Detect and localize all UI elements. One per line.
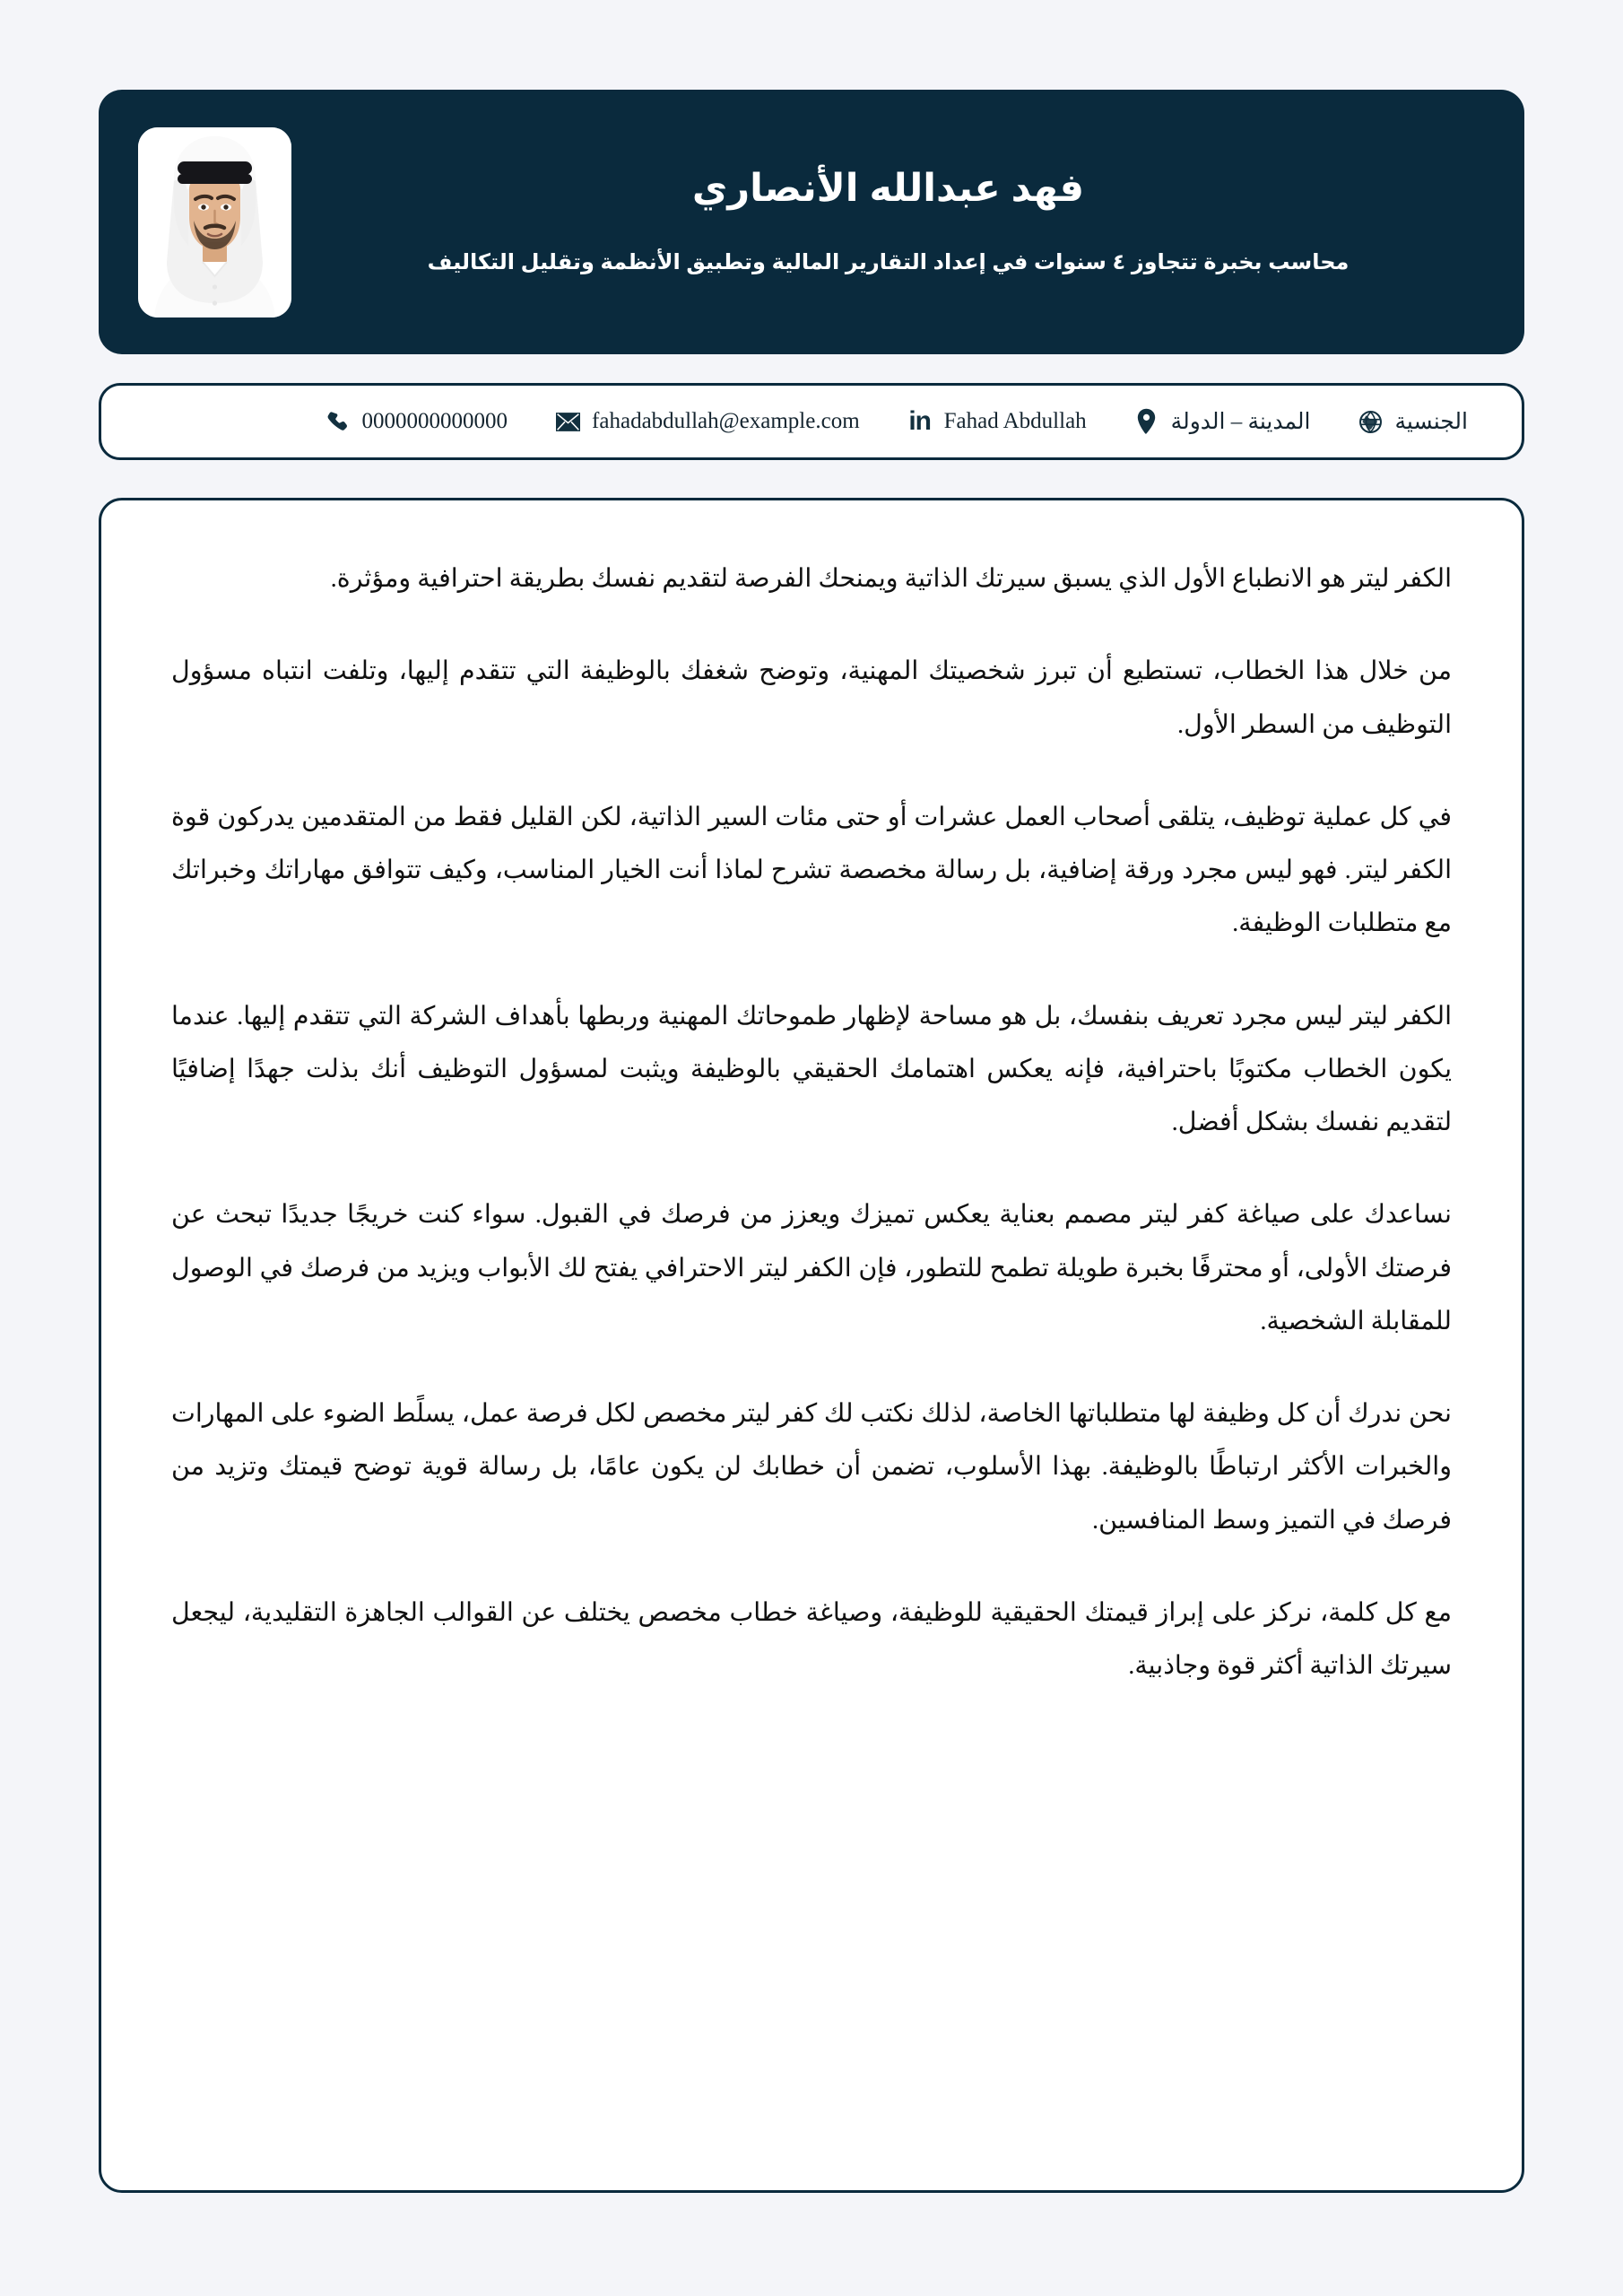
contact-nationality-label: الجنسية (1394, 410, 1468, 434)
contact-location (1110, 408, 1334, 435)
letter-paragraph: مع كل كلمة، نركز على إبراز قيمتك الحقيقية للوظيفة، وصياغة خطاب مخصص يختلف عن القوالب الجاهزة التقليدية، ليجعل سيرتك الذاتية أكثر قوة وجاذبية. (171, 1598, 1452, 1681)
contact-email[interactable] (531, 408, 883, 435)
letter-paragraph: الكفر ليتر هو الانطباع الأول الذي يسبق سيرتك الذاتية ويمنحك الفرصة لتقديم نفسك بطريقة احترافية ومؤثرة. (330, 565, 1452, 593)
avatar (138, 127, 291, 317)
globe-icon (1358, 408, 1384, 435)
contact-linkedin[interactable] (883, 408, 1110, 435)
letter-paragraph: في كل عملية توظيف، يتلقى أصحاب العمل عشرات أو حتى مئات السير الذاتية، لكن القليل فقط من المتقدمين يدركون قوة الكفر ليتر. فهو ليس مجرد ورقة إضافية، بل رسالة مخصصة تشرح لماذا أنت الخيار المناسب، وكيف تتوافق مهاراتك وخبراتك مع متطلبات الوظيفة. (171, 803, 1452, 938)
professional-headline: محاسب بخبرة تتجاوز ٤ سنوات في إعداد التقارير المالية وتطبيق الأنظمة وتقليل التكاليف (427, 249, 1350, 274)
letter-body (171, 552, 1452, 1693)
contact-phone-label: 0000000000000 (361, 409, 508, 433)
page-title: فهد عبدالله الأنصاري (691, 167, 1085, 211)
envelope-icon (554, 408, 581, 435)
letter-paragraph: من خلال هذا الخطاب، تستطيع أن تبرز شخصيتك المهنية، وتوضح شغفك بالوظيفة التي تتقدم إليها، وتلفت انتباه مسؤول التوظيف من السطر الأول. (171, 657, 1452, 739)
phone-icon (325, 408, 352, 435)
contact-phone[interactable] (301, 408, 532, 435)
header-text-block (291, 165, 1485, 279)
letter-paragraph: الكفر ليتر ليس مجرد تعريف بنفسك، بل هو مساحة لإظهار طموحاتك المهنية وربطها بأهداف الشركة التي تتقدم إليها. عندما يكون الخطاب مكتوبًا باحترافية، فإنه يعكس اهتمامك الحقيقي بالوظيفة ويثبت لمسؤول التوظيف أنك بذلت جهدًا إضافيًا لتقديم نفسك بشكل أفضل. (171, 1002, 1452, 1137)
linkedin-icon[interactable]: in (908, 406, 931, 436)
letter-card (99, 498, 1524, 2193)
letter-paragraph: نساعدك على صياغة كفر ليتر مصمم بعناية يعكس تميزك ويعزز من فرصك في القبول. سواء كنت خريجًا جديدًا تبحث عن فرصتك الأولى، أو محترفًا بخبرة طويلة تطمح للتطور، فإن الكفر ليتر الاحترافي يفتح لك الأبواب ويزيد من فرصك في الوصول للمقابلة الشخصية. (171, 1201, 1452, 1335)
map-pin-icon (1133, 408, 1160, 435)
contact-nationality (1334, 408, 1492, 435)
letter-paragraph: نحن ندرك أن كل وظيفة لها متطلباتها الخاصة، لذلك نكتب لك كفر ليتر مخصص لكل فرصة عمل، يسلًط الضوء على المهارات والخبرات الأكثر ارتباطًا بالوظيفة. بهذا الأسلوب، تضمن أن خطابك لن يكون عامًا، بل رسالة قوية توضح قيمتك وتزيد من فرصك في التميز وسط المنافسين. (171, 1400, 1452, 1535)
header-banner (99, 90, 1524, 354)
contact-email-label: fahadabdullah@example.com (592, 409, 860, 433)
contact-bar (99, 383, 1524, 460)
contact-linkedin-label: Fahad Abdullah (943, 409, 1087, 433)
contact-location-label: المدينة – الدولة (1170, 410, 1311, 434)
